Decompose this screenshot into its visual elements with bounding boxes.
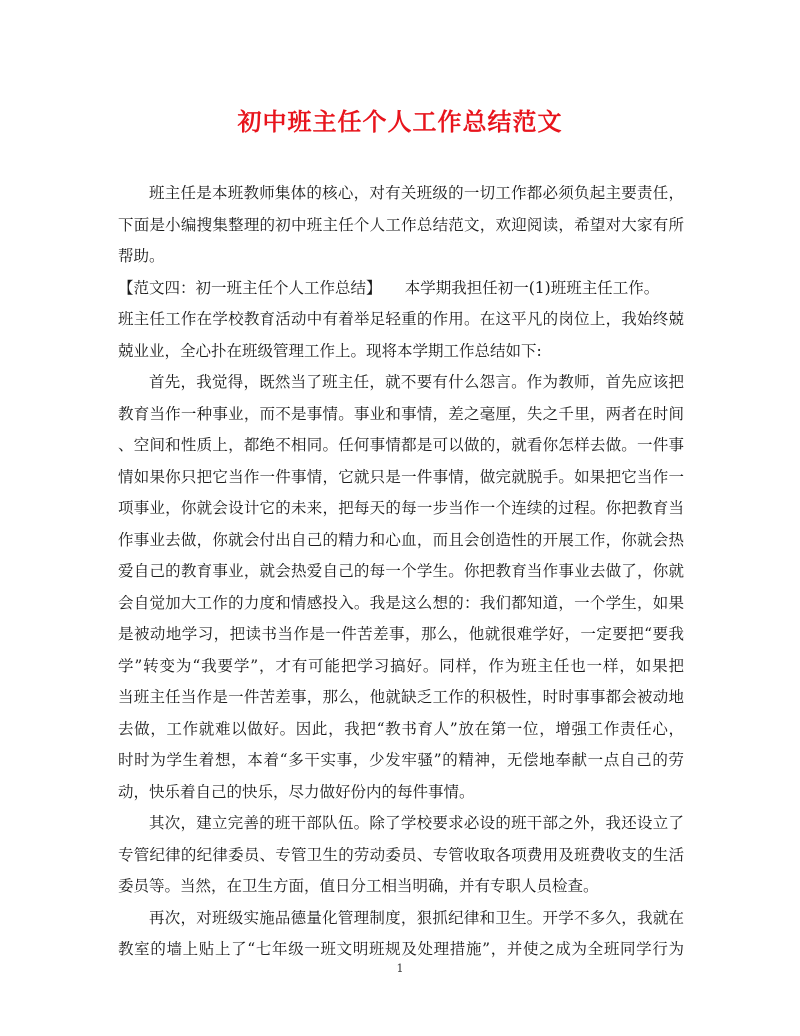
text-line: 兢业业，全心扑在班级管理工作上。现将本学期工作总结如下: xyxy=(118,341,542,360)
document-body xyxy=(118,178,684,966)
text-line: 学”转变为“我要学”，才有可能把学习搞好。同样，作为班主任也一样，如果把 xyxy=(118,656,684,675)
text-line: 去做，工作就难以做好。因此，我把“教书育人”放在第一位，增强工作责任心， xyxy=(118,719,684,738)
text-line: 教室的墙上贴上了“七年级一班文明班规及处理措施”，并使之成为全班同学行为 xyxy=(118,940,684,958)
document-title: 初中班主任个人工作总结范文 xyxy=(237,107,563,136)
page-number: 1 xyxy=(396,962,404,975)
text-line: 时时为学生着想，本着“多干实事，少发牢骚”的精神，无偿地奉献一点自己的劳 xyxy=(118,751,684,769)
text-line: 情如果你只把它当作一件事情，它就只是一件事情，做完就脱手。如果把它当作一 xyxy=(118,467,684,486)
text-line: 下面是小编搜集整理的初中班主任个人工作总结范文，欢迎阅读，希望对大家有所 xyxy=(118,215,684,234)
text-line: 委员等。当然，在卫生方面，值日分工相当明确，并有专职人员检查。 xyxy=(118,877,599,895)
text-line: 会自觉加大工作的力度和情感投入。我是这么想的：我们都知道，一个学生，如果 xyxy=(118,593,684,612)
text-line: 是被动地学习，把读书当作是一件苦差事，那么，他就很难学好，一定要把“要我 xyxy=(118,625,684,643)
text-line: 首先，我觉得，既然当了班主任，就不要有什么怨言。作为教师，首先应该把 xyxy=(149,373,684,391)
text-line: 专管纪律的纪律委员、专管卫生的劳动委员、专管收取各项费用及班费收支的生活 xyxy=(118,845,684,864)
text-line: 教育当作一种事业，而不是事情。事业和事情，差之毫厘，失之千里，两者在时间 xyxy=(118,404,684,423)
text-line: 其次，建立完善的班干部队伍。除了学校要求必设的班干部之外，我还设立了 xyxy=(149,814,684,832)
text-line: 班主任是本班教师集体的核心，对有关班级的一切工作都必须负起主要责任， xyxy=(149,184,684,202)
text-line: 再次，对班级实施品德量化管理制度，狠抓纪律和卫生。开学不多久，我就在 xyxy=(149,908,684,927)
text-line: 当班主任当作是一件苦差事，那么，他就缺乏工作的积极性，时时事事都会被动地 xyxy=(118,688,684,706)
text-line: 作事业去做，你就会付出自己的精力和心血，而且会创造性的开展工作，你就会热 xyxy=(118,530,684,549)
text-line: 动，快乐着自己的快乐，尽力做好份内的每件事情。 xyxy=(118,782,475,801)
text-line: 班主任工作在学校教育活动中有着举足轻重的作用。在这平凡的岗位上，我始终兢 xyxy=(118,310,684,328)
text-line: 爱自己的教育事业，就会热爱自己的每一个学生。你把教育当作事业去做了，你就 xyxy=(118,562,684,580)
text-line: 项事业，你就会设计它的未来，把每天的每一步当作一个连续的过程。你把教育当 xyxy=(118,499,684,517)
text-line: 、空间和性质上，都绝不相同。任何事情都是可以做的，就看你怎样去做。一件事 xyxy=(118,436,684,454)
text-line: 帮助。 xyxy=(118,247,165,265)
text-line: 【范文四：初一班主任个人工作总结】 本学期我担任初一(1)班班主任工作。 xyxy=(118,278,660,297)
